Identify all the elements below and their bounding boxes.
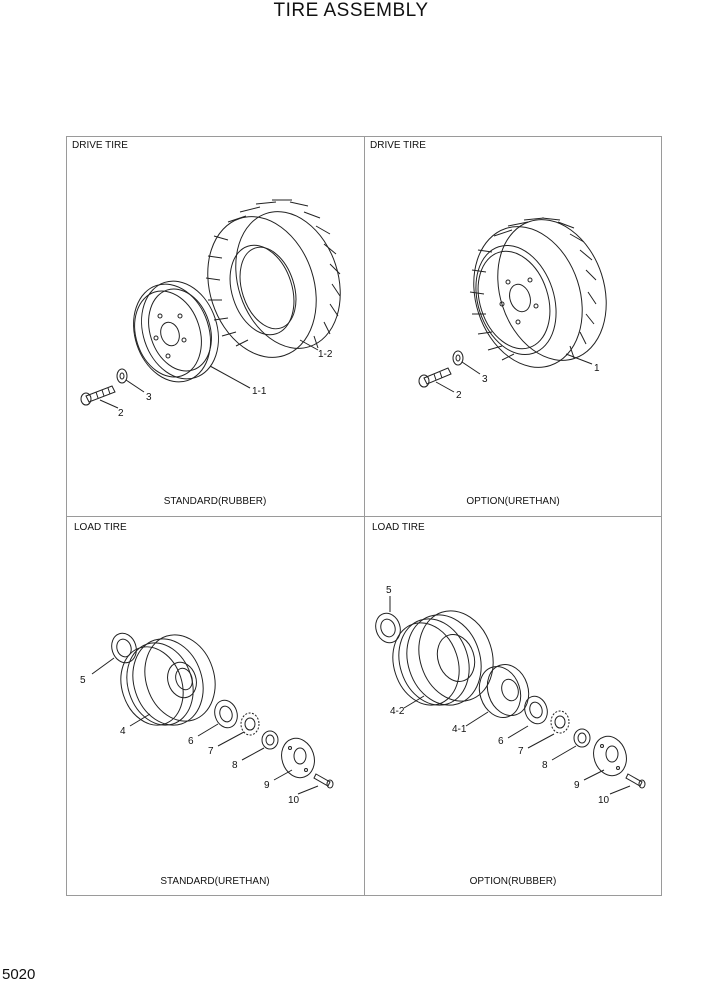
part-label: 6 bbox=[498, 736, 504, 747]
part-label: 6 bbox=[188, 736, 194, 747]
wheel-rim-part bbox=[121, 271, 230, 392]
bearing-part bbox=[521, 693, 551, 726]
leader-line bbox=[100, 400, 118, 408]
part-label: 2 bbox=[118, 408, 124, 419]
caption-load-option: OPTION(RUBBER) bbox=[469, 876, 557, 887]
part-label: 8 bbox=[232, 760, 238, 771]
leader-line bbox=[462, 362, 480, 374]
part-label: 10 bbox=[598, 795, 610, 806]
part-label: 5 bbox=[386, 585, 392, 596]
leader-line bbox=[528, 734, 554, 748]
part-label: 2 bbox=[456, 390, 462, 401]
lock-washer-part bbox=[551, 711, 569, 733]
tire-urethan-part bbox=[456, 205, 623, 381]
leader-line bbox=[298, 786, 318, 794]
page-number: 5020 bbox=[2, 966, 36, 983]
bolt-part bbox=[419, 368, 451, 387]
part-label: 9 bbox=[264, 780, 270, 791]
leader-line bbox=[92, 658, 114, 674]
leader-line bbox=[210, 366, 250, 388]
page-title: TIRE ASSEMBLY bbox=[273, 0, 429, 21]
leader-line bbox=[242, 748, 264, 760]
part-label: 4-2 bbox=[390, 706, 405, 717]
leader-line bbox=[610, 786, 630, 794]
leader-line bbox=[552, 746, 576, 760]
leader-line bbox=[218, 732, 244, 746]
part-label: 1-1 bbox=[252, 386, 267, 397]
screw-part bbox=[314, 774, 333, 788]
nut-part bbox=[574, 729, 590, 747]
tire-rubber-part bbox=[190, 198, 357, 372]
panel-title-load-standard: LOAD TIRE bbox=[74, 522, 127, 533]
panel-title-drive-standard: DRIVE TIRE bbox=[72, 140, 128, 151]
hub-cover-part bbox=[589, 732, 632, 780]
panel-title-drive-option: DRIVE TIRE bbox=[370, 140, 426, 151]
leader-line bbox=[466, 712, 488, 726]
rubber-tire-part bbox=[383, 601, 505, 715]
leader-line bbox=[566, 354, 592, 364]
part-label: 4 bbox=[120, 726, 126, 737]
bearing-part bbox=[372, 610, 404, 646]
bolt-part bbox=[81, 386, 115, 405]
leader-line bbox=[126, 380, 144, 392]
caption-load-standard: STANDARD(URETHAN) bbox=[160, 876, 270, 887]
part-label: 7 bbox=[208, 746, 214, 757]
panel-title-load-option: LOAD TIRE bbox=[372, 522, 425, 533]
leader-line bbox=[584, 770, 604, 780]
part-label: 8 bbox=[542, 760, 548, 771]
leader-line bbox=[404, 696, 424, 708]
caption-drive-standard: STANDARD(RUBBER) bbox=[163, 496, 267, 507]
leader-line bbox=[130, 714, 150, 726]
part-label: 7 bbox=[518, 746, 524, 757]
leader-line bbox=[274, 770, 292, 780]
part-label: 5 bbox=[80, 675, 86, 686]
nut-part bbox=[262, 731, 278, 749]
leader-line bbox=[198, 724, 218, 736]
leader-line bbox=[436, 382, 454, 392]
leader-line bbox=[508, 726, 528, 738]
part-label: 1 bbox=[594, 363, 600, 374]
part-label: 3 bbox=[146, 392, 152, 403]
part-label: 3 bbox=[482, 374, 488, 385]
caption-drive-option: OPTION(URETHAN) bbox=[466, 496, 560, 507]
part-label: 10 bbox=[288, 795, 300, 806]
part-label: 9 bbox=[574, 780, 580, 791]
screw-part bbox=[626, 774, 645, 788]
part-label: 4-1 bbox=[452, 724, 467, 735]
washer-part bbox=[117, 369, 127, 383]
part-label: 1-2 bbox=[318, 349, 333, 360]
washer-part bbox=[453, 351, 463, 365]
